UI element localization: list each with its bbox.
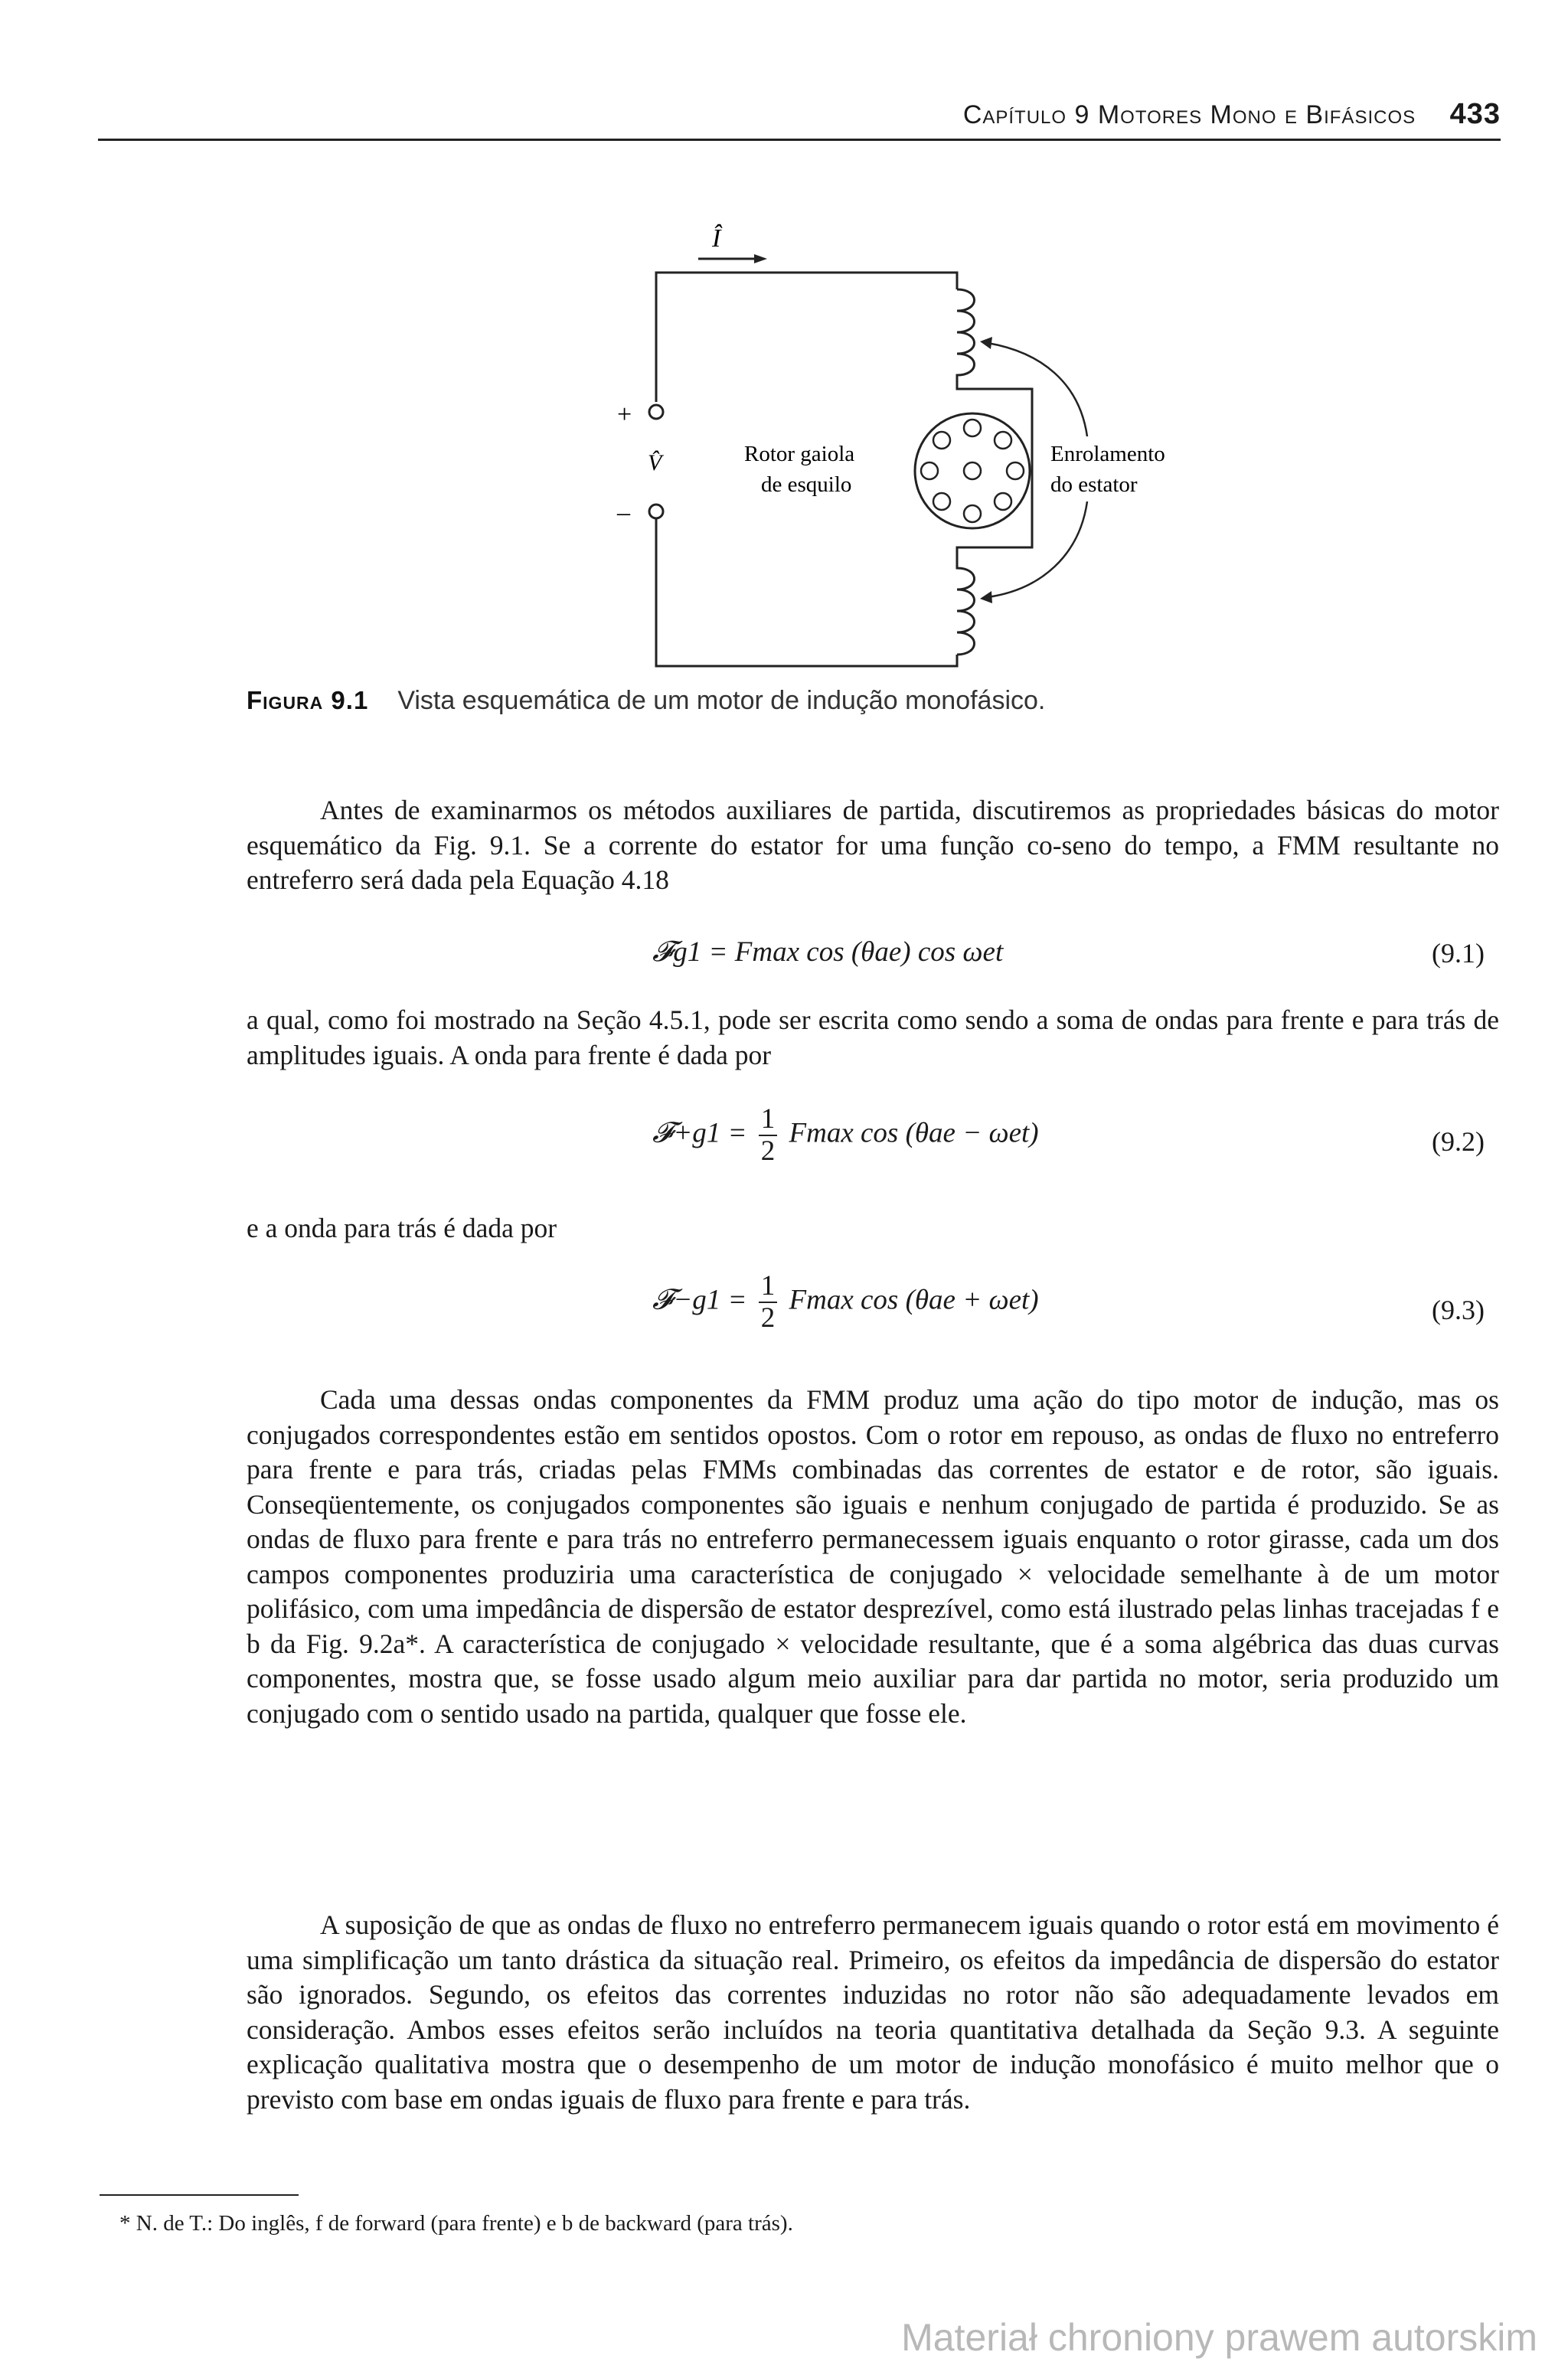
lower-leader-arrowhead (980, 591, 992, 603)
stator-label-2: do estator (1050, 472, 1138, 497)
rotor-label-1: Rotor gaiola (744, 442, 855, 466)
page-number: 433 (1449, 98, 1501, 130)
eq3-frac-den: 2 (760, 1302, 776, 1334)
paragraph-2: a qual, como foi mostrado na Seção 4.5.1, pode ser escrita como sendo a soma de ondas para frente e para trás de amplitudes iguais. A onda para frente é dada por (247, 1004, 1499, 1070)
rotor-bars (921, 420, 1024, 522)
footnote-rule (100, 2194, 299, 2196)
bottom-wire (656, 517, 957, 666)
equation-number-9-2: (9.2) (1432, 1126, 1485, 1157)
upper-leader-arrowhead (980, 337, 992, 349)
eq3-lhs: 𝓕−g1 = (652, 1284, 747, 1316)
equation-9-1 (652, 936, 1003, 969)
caption-text: Vista esquemática de um motor de indução monofásico. (397, 686, 1046, 715)
eq3-frac-num: 1 (759, 1271, 778, 1303)
watermark: Materiał chroniony prawem autorskim (901, 2316, 1537, 2359)
eq1-lhs: 𝓕g1 = (652, 936, 728, 968)
caption-number: Figura 9.1 (247, 686, 369, 714)
header-rule (98, 139, 1501, 141)
current-arrowhead (754, 254, 767, 263)
equation-number-9-1: (9.1) (1432, 938, 1485, 969)
current-label: Î (712, 224, 721, 253)
stator-label-1: Enrolamento (1050, 442, 1165, 466)
paragraph-1: Antes de examinarmos os métodos auxiliares de partida, discutiremos as propriedades básicas do motor esquemático da Fig. 9.1. Se a corrente do estator for uma função co-seno do tempo, a FMM resultante no entreferro será dada pela Equação 4.18 (247, 795, 1499, 895)
top-wire (656, 273, 957, 402)
minus-terminal (649, 505, 663, 518)
running-header (100, 98, 1501, 131)
equation-9-2 (652, 1104, 1039, 1167)
eq3-fraction (759, 1271, 778, 1334)
figure-caption (247, 686, 1045, 716)
eq3-rhs: Fmax cos (θae + ωet) (789, 1284, 1039, 1316)
plus-label: + (617, 400, 632, 429)
eq2-frac-den: 2 (760, 1135, 776, 1167)
motor-schematic-figure (597, 207, 1194, 681)
running-title: Capítulo 9 Motores Mono e Bifásicos (962, 100, 1416, 129)
paragraph-5: A suposição de que as ondas de fluxo no entreferro permanecem iguais quando o rotor está em movimento é uma simplificação um tanto drástica da situação real. Primeiro, os efeitos da impedância de dispersão do estator são ignorados. Segundo, os efeitos das correntes induzidas no rotor não são adequadamente levados em consideração. Ambos esses efeitos serão incluídos na teoria quantitativa detalhada da Seção 9.3. A seguinte explicação qualitativa mostra que o desempenho de um motor de indução monofásico é muito melhor que o previsto com base em ondas iguais de fluxo para frente e para trás. (247, 1909, 1499, 2115)
eq2-rhs: Fmax cos (θae − ωet) (789, 1117, 1039, 1149)
footnote: * N. de T.: Do inglês, f de forward (para frente) e b de backward (para trás). (119, 2211, 793, 2236)
paragraph-4: Cada uma dessas ondas componentes da FMM produz uma ação do tipo motor de indução, mas os conjugados correspondentes estão em sentidos opostos. Com o rotor em repouso, as ondas de fluxo no entreferro para frente e para trás, criadas pelas FMMs combinadas das correntes de estator e de rotor, são iguais. Conseqüentemente, os conjugados componentes são iguais e nenhum conjugado de partida é produzido. Se as ondas de fluxo para frente e para trás no entreferro permanecessem iguais enquanto o rotor girasse, cada um dos campos componentes produziria uma característica de conjugado × velocidade semelhante à de um motor polifásico, com uma impedância de dispersão de estator desprezível, como está ilustrado pelas linhas tracejadas f e b da Fig. 9.2a*. A característica de conjugado × velocidade resultante, que é a soma algébrica das duas curvas componentes, mostra que, se fosse usado algum meio auxiliar para dar partida no motor, seria produzido um conjugado com o sentido usado na partida, qualquer que fosse ele. (247, 1384, 1499, 1729)
eq1-rhs: Fmax cos (θae) cos ωet (734, 936, 1004, 968)
eq2-lhs: 𝓕+g1 = (652, 1117, 747, 1149)
equation-number-9-3: (9.3) (1432, 1295, 1485, 1325)
voltage-label: V̂ (648, 450, 662, 475)
paragraph-3: e a onda para trás é dada por (247, 1213, 557, 1243)
eq2-fraction (759, 1104, 778, 1167)
plus-terminal (649, 405, 663, 419)
minus-label: – (617, 498, 630, 527)
eq2-frac-num: 1 (759, 1104, 778, 1136)
rotor-label-2: de esquilo (761, 472, 852, 497)
equation-9-3 (652, 1271, 1039, 1334)
